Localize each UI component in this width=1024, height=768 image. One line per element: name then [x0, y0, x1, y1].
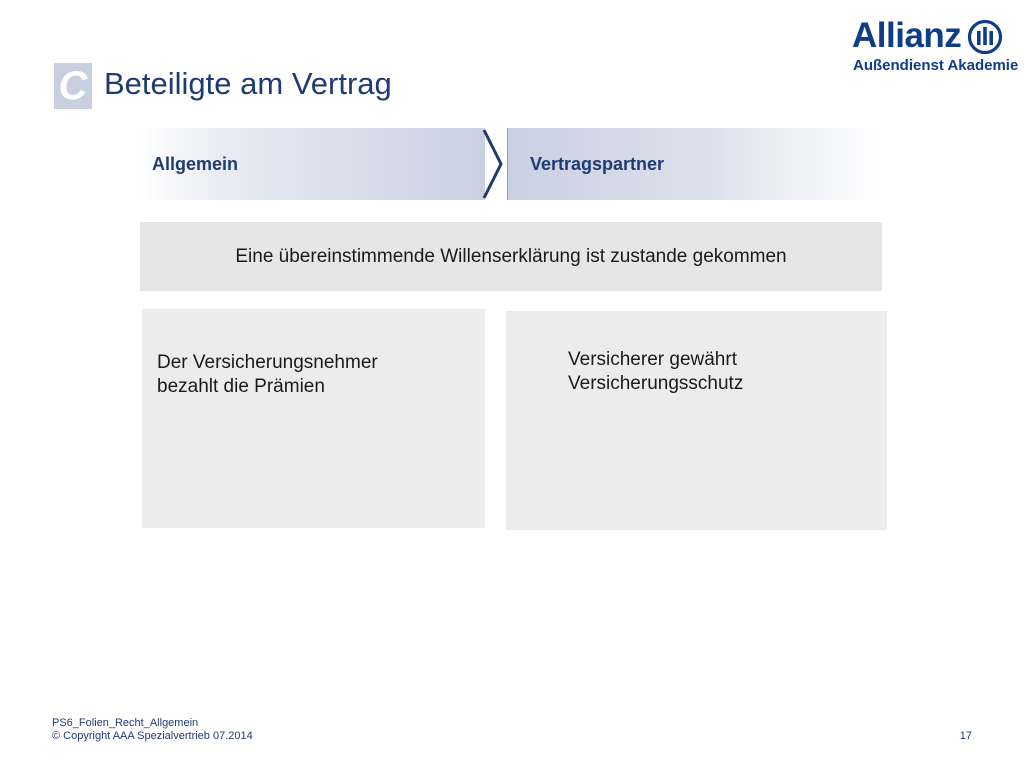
policyholder-line-2: bezahlt die Prämien [157, 376, 325, 397]
statement-text: Eine übereinstimmende Willenserklärung ist zustande gekommen [235, 245, 787, 267]
step-allgemein[interactable] [140, 128, 485, 200]
footer-file-name: PS6_Folien_Recht_Allgemein [52, 717, 199, 729]
insurer-line-2: Versicherungsschutz [568, 373, 744, 394]
footer-copyright: © Copyright AAA Spezialvertrieb 07.2014 [52, 730, 253, 742]
statement-box [140, 222, 882, 291]
logo-wordmark: Allianz [852, 16, 962, 55]
allianz-logo [852, 16, 1019, 78]
policyholder-text [157, 351, 457, 399]
process-bar [140, 128, 880, 200]
allianz-eagle-icon [967, 19, 1003, 55]
chapter-badge [54, 63, 92, 109]
footer [52, 717, 253, 743]
step-label: Vertragspartner [530, 153, 665, 174]
step-label: Allgemein [152, 153, 239, 174]
page-title: Beteiligte am Vertrag [104, 66, 392, 101]
page-number: 17 [959, 730, 972, 742]
logo-subtitle: Außendienst Akademie [853, 57, 1019, 74]
insurer-box [506, 311, 887, 530]
policyholder-box [142, 309, 485, 528]
step-vertragspartner[interactable] [508, 128, 880, 200]
insurer-line-1: Versicherer gewährt [568, 349, 737, 370]
insurer-text [568, 348, 868, 396]
policyholder-line-1: Der Versicherungsnehmer [157, 352, 378, 373]
chapter-badge-letter: C [58, 64, 88, 108]
